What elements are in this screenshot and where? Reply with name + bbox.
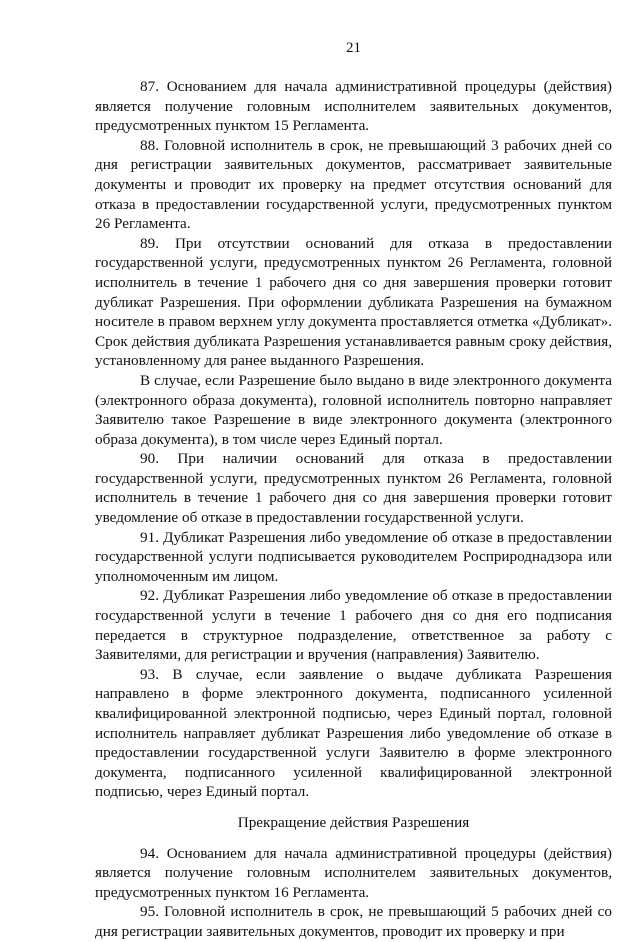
paragraph-89-continued: В случае, если Разрешение было выдано в виде электронного документа (электронного образа документа), головной исполнитель повторно направляет Заявителю такое Разрешение в виде электронного документа (электронного образа документа), в том числе через Единый портал. [95, 371, 612, 448]
paragraph-95: 95. Головной исполнитель в срок, не превышающий 5 рабочих дней со дня регистрации заявительных документов, проводит их проверку и при [95, 903, 612, 940]
section-title: Прекращение действия Разрешения [237, 813, 470, 831]
paragraph-88: 88. Головной исполнитель в срок, не превышающий 3 рабочих дней со дня регистрации заявительных документов, рассматривает заявительные документы и проводит их проверку на предмет отсутствия оснований для отказа в предоставлении государственной услуги, предусмотренных пунктом 26 Регламента. [95, 136, 612, 233]
page-number: 21 [346, 40, 361, 56]
paragraph-92: 92. Дубликат Разрешения либо уведомление об отказе в предоставлении государственной услуги в течение 1 рабочего дня со дня его подписания передается в структурное подразделение, ответственное за работу с Заявителями, для регистрации и вручения (направления) Заявителю. [95, 587, 612, 664]
paragraph-93: 93. В случае, если заявление о выдаче дубликата Разрешения направлено в форме электронного документа, подписанного усиленной квалифицированной электронной подписью, через Единый портал, головной исполнитель направляет дубликат Разрешения либо уведомление об отказе в предоставлении государственной услуги Заявителю в форме электронного документа, подписанного усиленной квалифицированной электронной подписью, через Единый портал. [95, 665, 612, 801]
paragraph-89: 89. При отсутствии оснований для отказа в предоставлении государственной услуги, предусмотренных пунктом 26 Регламента, головной исполнитель в течение 1 рабочего дня со дня завершения проверки готовит дубликат Разрешения. При оформлении дубликата Разрешения на бумажном носителе в правом верхнем углу документа проставляется отметка «Дубликат». Срок действия дубликата Разрешения устанавливается равным сроку действия, установленному для ранее выданного Разрешения. [95, 234, 612, 370]
paragraph-94: 94. Основанием для начала административной процедуры (действия) является получение головным исполнителем заявительных документов, предусмотренных пунктом 16 Регламента. [95, 844, 612, 901]
paragraph-91: 91. Дубликат Разрешения либо уведомление об отказе в предоставлении государственной услуги подписывается руководителем Росприроднадзора или уполномоченным им лицом. [95, 528, 612, 585]
paragraph-90: 90. При наличии оснований для отказа в предоставлении государственной услуги, предусмотренных пунктом 26 Регламента, головной исполнитель в течение 1 рабочего дня со дня завершения проверки готовит уведомление об отказе в предоставлении государственной услуги. [95, 450, 612, 527]
paragraph-87: 87. Основанием для начала административной процедуры (действия) является получение головным исполнителем заявительных документов, предусмотренных пунктом 15 Регламента. [95, 78, 612, 135]
